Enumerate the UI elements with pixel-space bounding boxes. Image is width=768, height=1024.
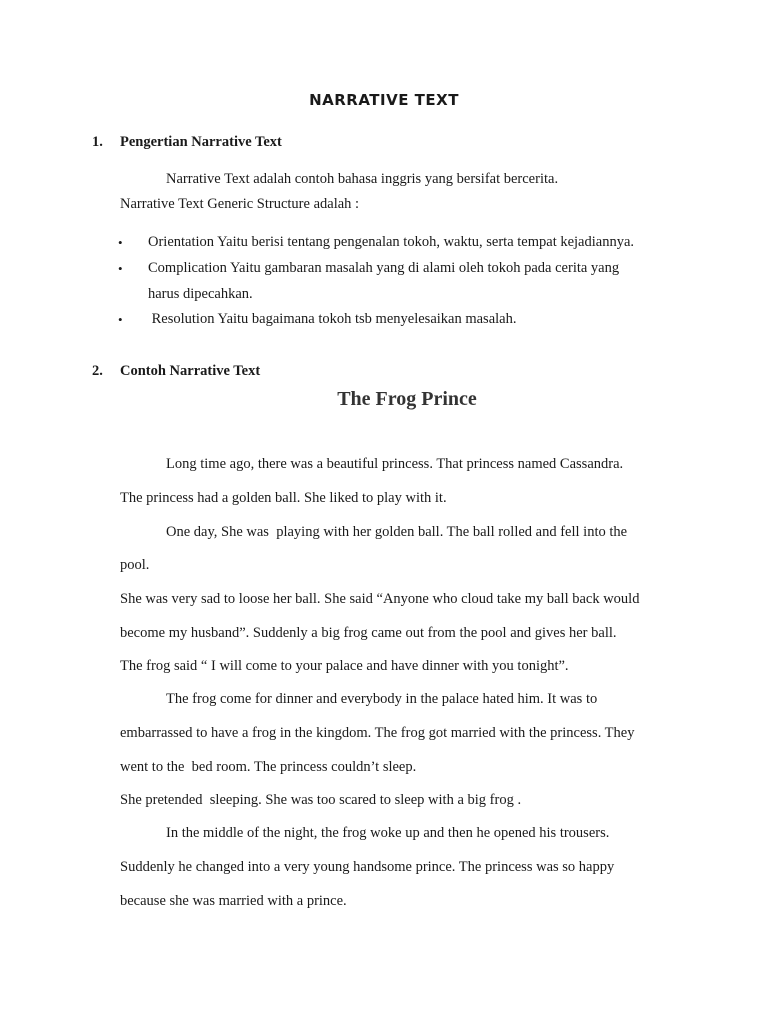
- story-line: pool.: [120, 557, 150, 573]
- bullet-point: •: [118, 312, 123, 327]
- bullet-text: Orientation Yaitu berisi tentang pengenalan tokoh, waktu, serta tempat kejadiannya.: [148, 234, 635, 250]
- intro-line: Narrative Text adalah contoh bahasa inggris yang bersifat bercerita.: [166, 171, 559, 187]
- story-line: went to the bed room. The princess couldn’t sleep.: [120, 759, 417, 775]
- story-line: because she was married with a prince.: [120, 893, 347, 909]
- story-line: The princess had a golden ball. She liked to play with it.: [120, 490, 447, 506]
- story-line: embarrassed to have a frog in the kingdom. The frog got married with the princess. They: [120, 725, 635, 741]
- story-line: One day, She was playing with her golden ball. The ball rolled and fell into the: [166, 524, 628, 540]
- story-line: The frog come for dinner and everybody in the palace hated him. It was to: [166, 691, 598, 707]
- document-title: NARRATIVE TEXT: [309, 91, 459, 109]
- bullet-point: •: [118, 235, 123, 250]
- story-line: Long time ago, there was a beautiful princess. That princess named Cassandra.: [166, 456, 624, 472]
- section-heading: Contoh Narrative Text: [120, 363, 261, 379]
- bullet-point: •: [118, 261, 123, 276]
- story-title: The Frog Prince: [337, 388, 477, 410]
- bullet-text: harus dipecahkan.: [148, 286, 253, 302]
- story-line: She was very sad to loose her ball. She said “Anyone who cloud take my ball back would: [120, 591, 640, 607]
- intro-line: Narrative Text Generic Structure adalah :: [120, 196, 360, 212]
- section-number: 1.: [92, 134, 103, 150]
- story-line: In the middle of the night, the frog woke up and then he opened his trousers.: [166, 825, 610, 841]
- story-line: She pretended sleeping. She was too scared to sleep with a big frog .: [120, 792, 522, 808]
- section-heading: Pengertian Narrative Text: [120, 134, 282, 150]
- story-line: Suddenly he changed into a very young handsome prince. The princess was so happy: [120, 859, 615, 875]
- story-line: become my husband”. Suddenly a big frog came out from the pool and gives her ball.: [120, 625, 617, 641]
- bullet-text: Resolution Yaitu bagaimana tokoh tsb menyelesaikan masalah.: [148, 311, 517, 327]
- story-line: The frog said “ I will come to your palace and have dinner with you tonight”.: [120, 658, 569, 674]
- bullet-text: Complication Yaitu gambaran masalah yang di alami oleh tokoh pada cerita yang: [148, 260, 620, 276]
- section-number: 2.: [92, 363, 103, 379]
